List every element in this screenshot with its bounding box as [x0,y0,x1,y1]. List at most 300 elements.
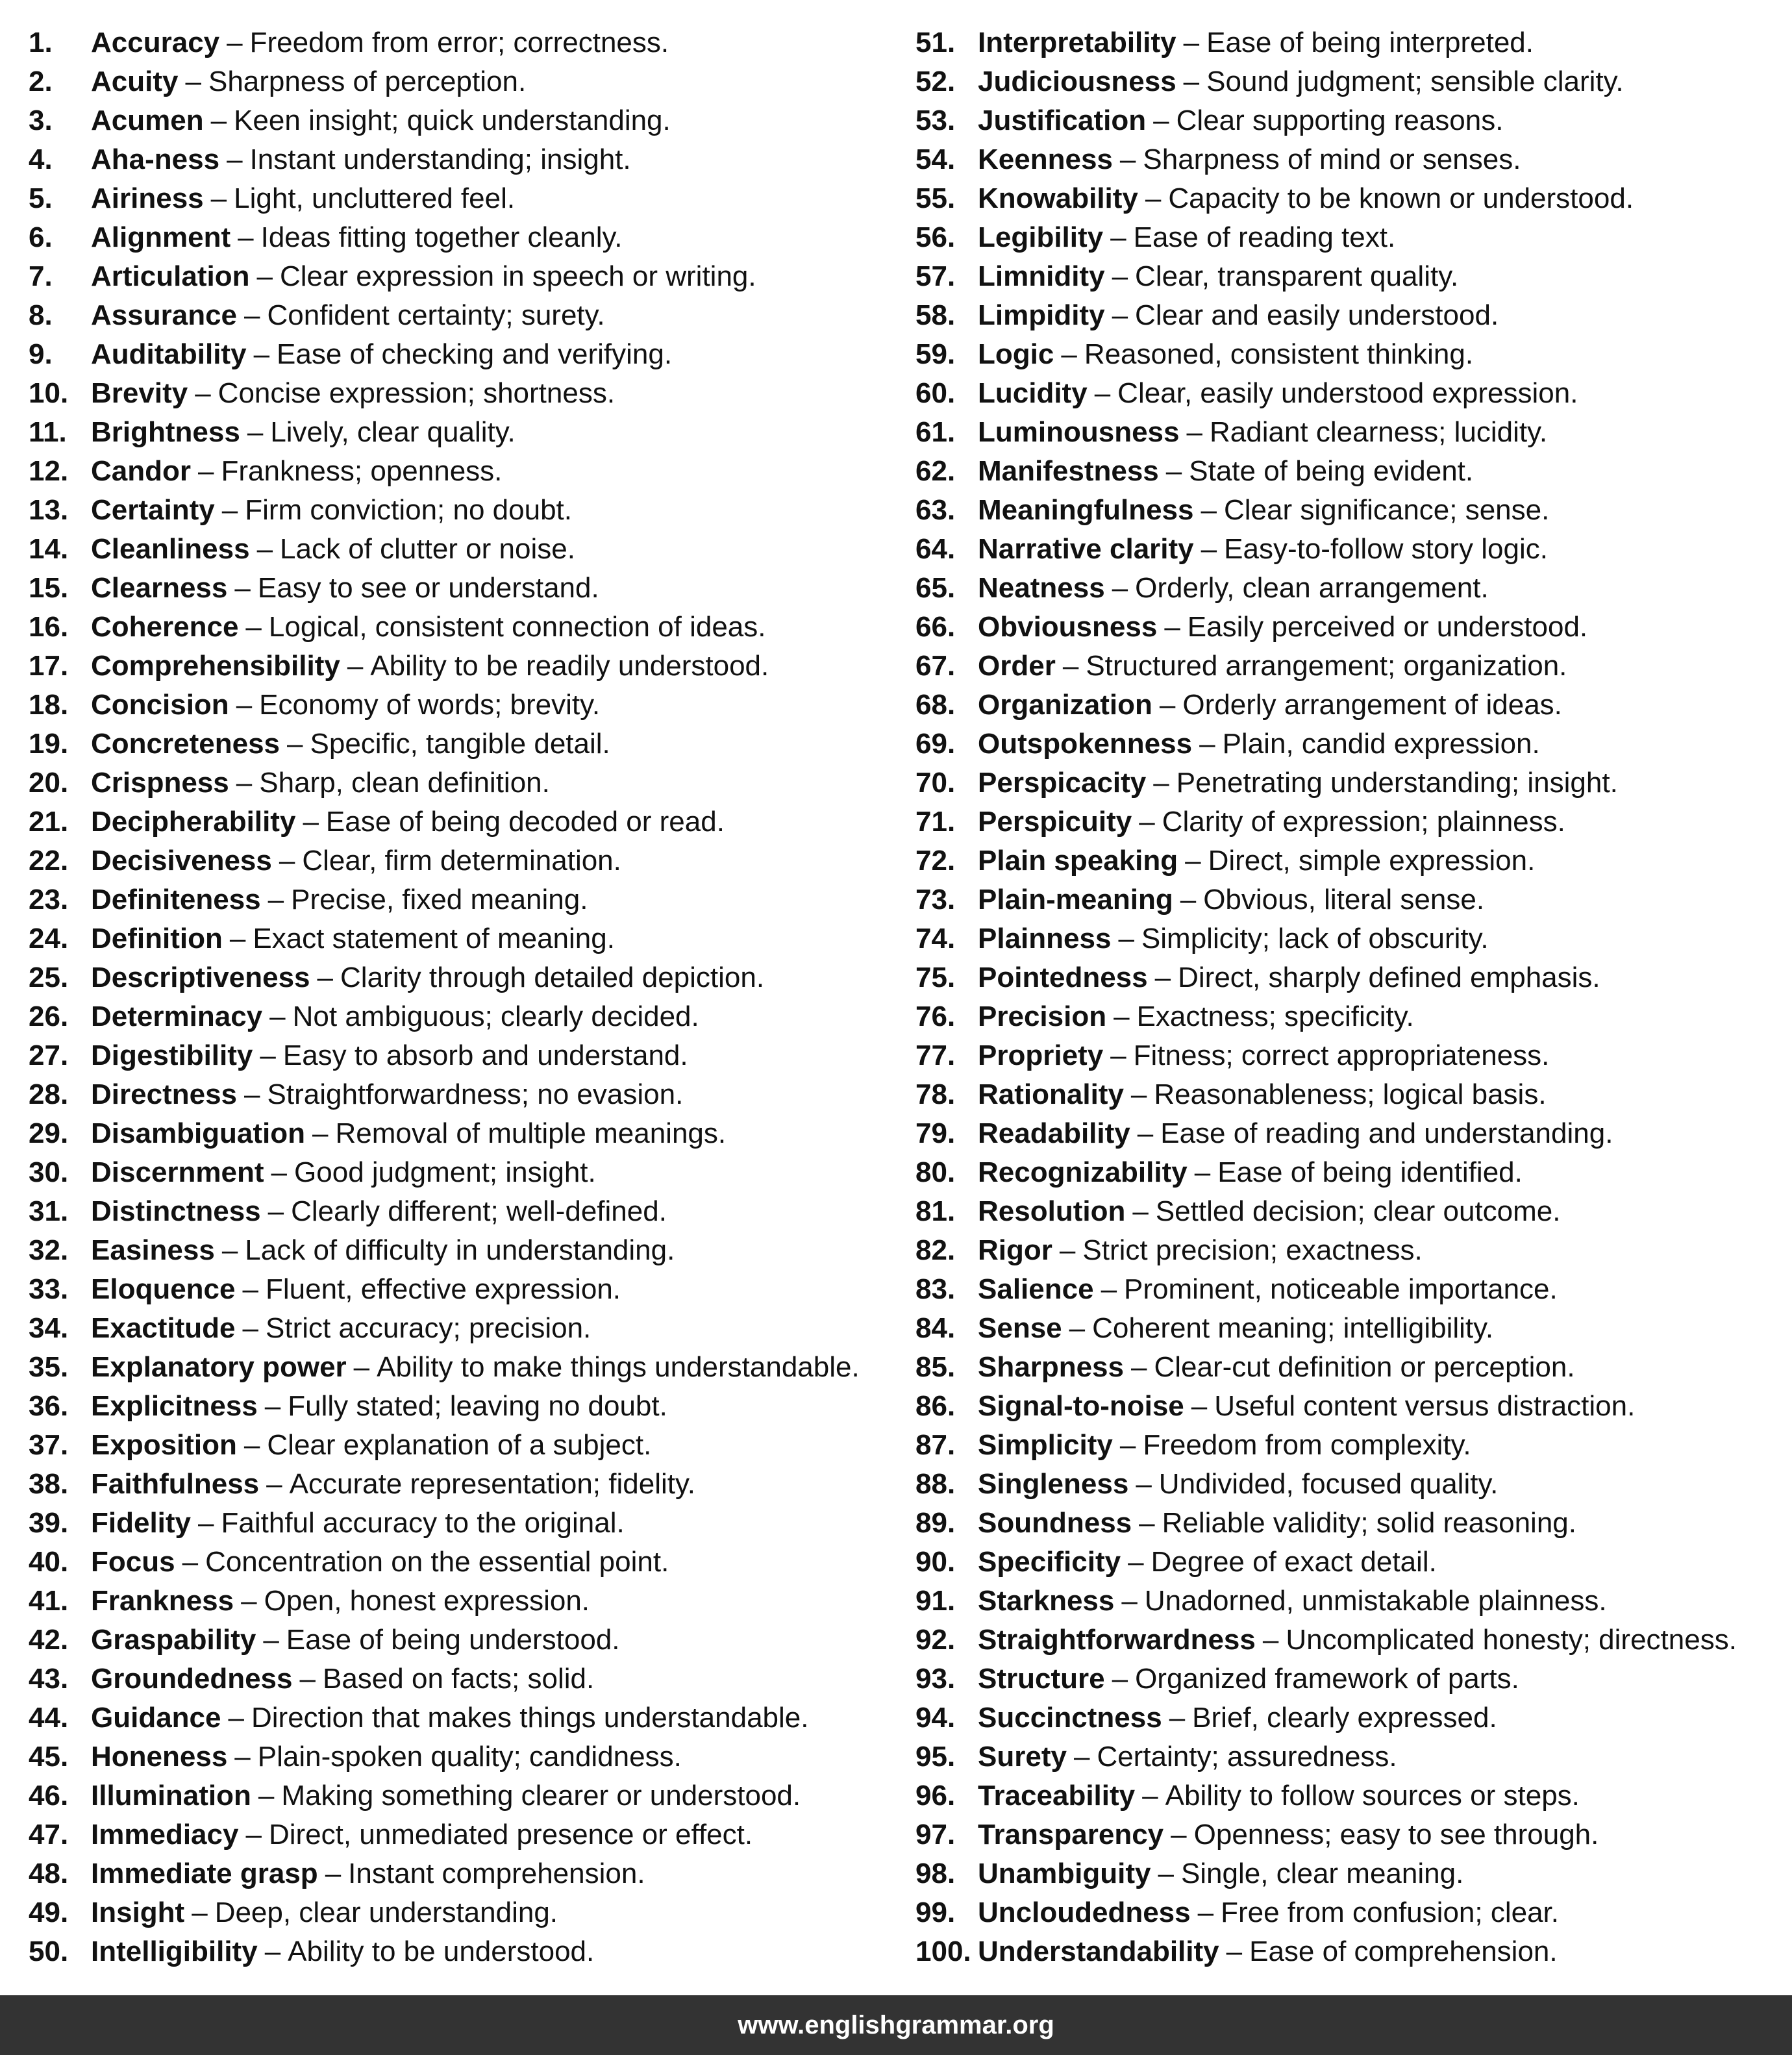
entry-definition: Making something clearer or understood. [281,1780,801,1812]
list-item [915,1737,1786,1776]
entry-term: Faithfulness [91,1468,260,1500]
list-item [29,413,899,452]
entry-separator: – [1158,1858,1174,1889]
entry-definition: Freedom from complexity. [1143,1429,1471,1461]
entry-definition: Certainty; assuredness. [1097,1741,1397,1773]
entry-definition: Clear significance; sense. [1223,494,1550,526]
entry-separator: – [268,884,284,915]
entry-term: Keenness [978,143,1113,175]
list-item [915,452,1786,491]
entry-term: Logic [978,338,1054,370]
entry-definition: Based on facts; solid. [322,1663,595,1695]
entry-number: 51. [915,27,956,58]
list-item [915,374,1786,413]
entry-number: 45. [29,1741,69,1773]
entry-term: Disambiguation [91,1117,306,1149]
entry-term: Surety [978,1741,1067,1773]
entry-definition: Openness; easy to see through. [1193,1819,1599,1850]
entry-separator: – [260,1040,276,1071]
entry-number: 75. [915,962,956,993]
entry-separator: – [1132,1195,1149,1227]
entry-term: Specificity [978,1546,1121,1578]
list-item [915,997,1786,1036]
entry-number: 41. [29,1585,69,1617]
entry-term: Justification [978,105,1147,136]
entry-term: Obviousness [978,611,1158,643]
entry-number: 80. [915,1156,956,1188]
list-item [29,1504,899,1543]
entry-separator: – [228,1702,244,1734]
entry-number: 87. [915,1429,956,1461]
list-item [29,1815,899,1854]
entry-term: Legibility [978,221,1104,253]
list-item [29,1387,899,1426]
entry-term: Guidance [91,1702,221,1734]
entry-separator: – [192,1897,208,1928]
entry-number: 98. [915,1858,956,1889]
entry-definition: Orderly arrangement of ideas. [1182,689,1562,721]
entry-number: 20. [29,767,69,799]
entry-number: 67. [915,650,956,682]
entry-number: 42. [29,1624,69,1656]
entry-term: Pointedness [978,962,1148,993]
entry-separator: – [325,1858,342,1889]
entry-separator: – [353,1351,370,1383]
entry-term: Fidelity [91,1507,192,1539]
entry-separator: – [1180,884,1197,915]
list-item [915,803,1786,841]
list-item [29,101,899,140]
list-item [915,335,1786,374]
entry-number: 89. [915,1507,956,1539]
entry-number: 1. [29,27,53,58]
entry-definition: Clearly different; well-defined. [291,1195,667,1227]
entry-term: Graspability [91,1624,256,1656]
entry-definition: Direct, sharply defined emphasis. [1178,962,1600,993]
entry-definition: Keen insight; quick understanding. [234,105,671,136]
entry-term: Propriety [978,1040,1104,1071]
entry-separator: – [1201,533,1217,565]
list-item [915,491,1786,530]
list-item [915,101,1786,140]
entry-term: Definiteness [91,884,261,915]
list-item [915,1932,1786,1971]
entry-number: 2. [29,66,53,97]
entry-number: 9. [29,338,53,370]
entry-term: Limpidity [978,299,1105,331]
entry-number: 47. [29,1819,69,1850]
entry-term: Singleness [978,1468,1129,1500]
list-item [29,1426,899,1465]
list-item [915,179,1786,218]
entry-term: Structure [978,1663,1105,1695]
entry-term: Frankness [91,1585,234,1617]
entry-separator: – [1169,1702,1186,1734]
entry-term: Order [978,650,1056,682]
list-item [915,1075,1786,1114]
entry-number: 99. [915,1897,956,1928]
entry-separator: – [244,1078,260,1110]
entry-number: 53. [915,105,956,136]
list-item [29,569,899,608]
list-item [29,1699,899,1737]
list-item [915,257,1786,296]
footer-website-link[interactable]: www.englishgrammar.org [738,2010,1054,2039]
list-item [29,686,899,725]
entry-separator: – [1094,377,1111,409]
entry-separator: – [317,962,334,993]
entry-term: Insight [91,1897,185,1928]
entry-number: 81. [915,1195,956,1227]
entry-definition: Sharpness of mind or senses. [1143,143,1521,175]
entry-separator: – [1112,572,1128,604]
list-item [29,880,899,919]
list-item [915,608,1786,647]
entry-separator: – [210,105,227,136]
entry-number: 37. [29,1429,69,1461]
entry-separator: – [1142,1780,1158,1812]
list-item [915,1192,1786,1231]
entry-term: Meaningfulness [978,494,1194,526]
entry-separator: – [1062,650,1079,682]
list-item [29,1192,899,1231]
entry-number: 57. [915,260,956,292]
entry-definition: Ease of being identified. [1217,1156,1523,1188]
entry-separator: – [1118,923,1134,954]
entry-number: 62. [915,455,956,487]
entry-number: 23. [29,884,69,915]
entry-definition: Clear, transparent quality. [1135,260,1459,292]
entry-separator: – [1197,1897,1214,1928]
entry-term: Outspokenness [978,728,1193,760]
entry-definition: Organized framework of parts. [1135,1663,1519,1695]
entry-number: 4. [29,143,53,175]
entry-definition: Clear and easily understood. [1135,299,1499,331]
entry-separator: – [1194,1156,1211,1188]
entry-separator: – [1101,1273,1117,1305]
list-item [29,764,899,803]
entry-term: Resolution [978,1195,1126,1227]
entry-separator: – [241,1585,257,1617]
entry-definition: Clear supporting reasons. [1176,105,1504,136]
entry-term: Concreteness [91,728,280,760]
entry-term: Explicitness [91,1390,258,1422]
list-item [29,1893,899,1932]
entry-term: Plain-meaning [978,884,1173,915]
entry-definition: Lack of clutter or noise. [280,533,575,565]
list-item [29,452,899,491]
entry-separator: – [271,1156,288,1188]
list-item [915,218,1786,257]
list-item [29,1231,899,1270]
entry-separator: – [1114,1001,1130,1032]
entry-separator: – [256,533,273,565]
entry-term: Exposition [91,1429,237,1461]
list-item [29,1114,899,1153]
entry-separator: – [1226,1936,1243,1967]
list-item [915,647,1786,686]
entry-term: Alignment [91,221,231,253]
entry-number: 94. [915,1702,956,1734]
entry-term: Perspicacity [978,767,1147,799]
entry-separator: – [1191,1390,1208,1422]
entry-number: 77. [915,1040,956,1071]
entry-term: Eloquence [91,1273,236,1305]
entry-separator: – [247,416,264,448]
entry-definition: Ease of reading text. [1133,221,1396,253]
entry-separator: – [1139,806,1155,838]
entry-separator: – [1136,1468,1152,1500]
entry-definition: Orderly, clean arrangement. [1135,572,1489,604]
list-item [915,919,1786,958]
entry-number: 95. [915,1741,956,1773]
entry-number: 24. [29,923,69,954]
list-item [29,1309,899,1348]
entry-term: Salience [978,1273,1094,1305]
entry-definition: Unadorned, unmistakable plainness. [1144,1585,1607,1617]
entry-separator: – [1183,66,1200,97]
entry-separator: – [198,455,214,487]
entry-number: 66. [915,611,956,643]
entry-number: 76. [915,1001,956,1032]
entry-term: Plain speaking [978,845,1178,877]
entry-definition: Free from confusion; clear. [1221,1897,1559,1928]
entry-number: 5. [29,182,53,214]
entry-number: 70. [915,767,956,799]
entry-term: Acumen [91,105,204,136]
entry-separator: – [1130,1078,1147,1110]
entry-separator: – [243,1429,260,1461]
list-item [29,257,899,296]
entry-separator: – [245,611,262,643]
entry-definition: Ease of being decoded or read. [325,806,725,838]
entry-separator: – [236,767,253,799]
list-item [915,1114,1786,1153]
entry-definition: Ideas fitting together cleanly. [260,221,623,253]
list-item [29,1543,899,1582]
entry-term: Intelligibility [91,1936,258,1967]
entry-term: Explanatory power [91,1351,347,1383]
entry-number: 31. [29,1195,69,1227]
entry-number: 50. [29,1936,69,1967]
list-item [915,413,1786,452]
entry-term: Comprehensibility [91,650,340,682]
entry-term: Discernment [91,1156,264,1188]
entry-term: Groundedness [91,1663,293,1695]
entry-number: 88. [915,1468,956,1500]
entry-term: Concision [91,689,229,721]
entry-term: Honeness [91,1741,228,1773]
entry-number: 96. [915,1780,956,1812]
entry-definition: Frankness; openness. [221,455,503,487]
list-item [29,296,899,335]
entry-term: Judiciousness [978,66,1176,97]
entry-definition: Single, clear meaning. [1180,1858,1464,1889]
entry-definition: Plain-spoken quality; candidness. [257,1741,682,1773]
entry-separator: – [1165,455,1182,487]
list-item [29,997,899,1036]
entry-separator: – [1059,1234,1076,1266]
entry-number: 54. [915,143,956,175]
entry-definition: Penetrating understanding; insight. [1176,767,1618,799]
entry-term: Decipherability [91,806,296,838]
list-item [915,1543,1786,1582]
entry-term: Unambiguity [978,1858,1151,1889]
entry-term: Acuity [91,66,179,97]
list-item [915,1465,1786,1504]
list-item [915,1426,1786,1465]
list-item [29,1660,899,1699]
entry-definition: Fully stated; leaving no doubt. [288,1390,667,1422]
entry-separator: – [229,923,246,954]
entry-term: Articulation [91,260,250,292]
entry-number: 15. [29,572,69,604]
entry-term: Plainness [978,923,1112,954]
list-item [29,958,899,997]
entry-separator: – [242,1312,258,1344]
entry-definition: Firm conviction; no doubt. [245,494,572,526]
list-item [915,1036,1786,1075]
entry-definition: State of being evident. [1189,455,1474,487]
entry-term: Luminousness [978,416,1180,448]
entry-separator: – [1183,27,1200,58]
entry-definition: Not ambiguous; clearly decided. [292,1001,699,1032]
entry-number: 10. [29,377,69,409]
list-item [29,1153,899,1192]
entry-number: 25. [29,962,69,993]
entry-separator: – [1153,767,1169,799]
entry-term: Knowability [978,182,1138,214]
entry-definition: Direction that makes things understandable. [251,1702,809,1734]
entry-number: 71. [915,806,956,838]
entry-number: 91. [915,1585,956,1617]
entry-number: 30. [29,1156,69,1188]
list-item [915,1153,1786,1192]
entry-definition: Clear explanation of a subject. [267,1429,652,1461]
entry-separator: – [263,1624,279,1656]
list-item [29,1465,899,1504]
entry-definition: Faithful accuracy to the original. [221,1507,625,1539]
entry-separator: – [227,143,243,175]
entry-number: 58. [915,299,956,331]
entry-separator: – [1119,143,1136,175]
entry-term: Uncloudedness [978,1897,1191,1928]
entry-separator: – [264,1390,281,1422]
entry-number: 82. [915,1234,956,1266]
entry-number: 12. [29,455,69,487]
entry-separator: – [287,728,303,760]
list-item [29,1776,899,1815]
entry-definition: Easily perceived or understood. [1187,611,1588,643]
list-item [29,1932,899,1971]
entry-term: Perspicuity [978,806,1132,838]
entry-separator: – [264,1936,281,1967]
entry-separator: – [244,299,260,331]
entry-number: 55. [915,182,956,214]
entry-definition: Clear-cut definition or perception. [1154,1351,1575,1383]
entry-definition: Removal of multiple meanings. [335,1117,727,1149]
list-item [915,296,1786,335]
entry-definition: Clear, easily understood expression. [1117,377,1578,409]
entry-term: Assurance [91,299,238,331]
entry-number: 16. [29,611,69,643]
entry-number: 8. [29,299,53,331]
list-item [915,530,1786,569]
entry-number: 17. [29,650,69,682]
entry-term: Determinacy [91,1001,263,1032]
entry-definition: Sound judgment; sensible clarity. [1206,66,1624,97]
list-item [915,1699,1786,1737]
entry-term: Clearness [91,572,228,604]
entry-number: 14. [29,533,69,565]
entry-separator: – [1262,1624,1279,1656]
entry-number: 73. [915,884,956,915]
entry-term: Organization [978,689,1152,721]
entry-separator: – [1171,1819,1187,1850]
entry-definition: Economy of words; brevity. [259,689,601,721]
entry-definition: Instant comprehension. [348,1858,645,1889]
entry-separator: – [1110,1040,1126,1071]
entry-definition: Clarity through detailed depiction. [340,962,765,993]
entry-definition: Lack of difficulty in understanding. [245,1234,675,1266]
entry-separator: – [1119,1429,1136,1461]
entry-definition: Concise expression; shortness. [218,377,616,409]
entry-number: 72. [915,845,956,877]
entry-separator: – [1199,728,1215,760]
list-item [915,686,1786,725]
entry-term: Lucidity [978,377,1088,409]
entry-separator: – [245,1819,262,1850]
entry-term: Directness [91,1078,238,1110]
entry-definition: Structured arrangement; organization. [1086,650,1567,682]
entry-term: Simplicity [978,1429,1113,1461]
entry-number: 52. [915,66,956,97]
list-item [915,1231,1786,1270]
entry-definition: Ability to follow sources or steps. [1165,1780,1580,1812]
entry-separator: – [1130,1351,1147,1383]
entry-definition: Lively, clear quality. [270,416,516,448]
entry-definition: Plain, candid expression. [1222,728,1540,760]
entry-term: Airiness [91,182,204,214]
entry-term: Understandability [978,1936,1219,1967]
list-item [29,1348,899,1387]
entry-number: 84. [915,1312,956,1344]
list-item [915,1309,1786,1348]
entry-number: 6. [29,221,53,253]
entry-separator: – [236,689,253,721]
entry-number: 28. [29,1078,69,1110]
entry-definition: Reasonableness; logical basis. [1154,1078,1547,1110]
entry-term: Candor [91,455,191,487]
entry-definition: Radiant clearness; lucidity. [1209,416,1548,448]
list-item [29,608,899,647]
entry-term: Exactitude [91,1312,236,1344]
entry-number: 74. [915,923,956,954]
entry-number: 40. [29,1546,69,1578]
entry-number: 85. [915,1351,956,1383]
entry-term: Descriptiveness [91,962,310,993]
entry-separator: – [238,221,254,253]
entry-number: 34. [29,1312,69,1344]
entry-term: Auditability [91,338,247,370]
entry-term: Coherence [91,611,239,643]
entry-definition: Fitness; correct appropriateness. [1133,1040,1550,1071]
entry-definition: Prominent, noticeable importance. [1124,1273,1558,1305]
entry-separator: – [279,845,295,877]
entry-separator: – [1185,845,1201,877]
entry-number: 13. [29,494,69,526]
list-item [915,569,1786,608]
